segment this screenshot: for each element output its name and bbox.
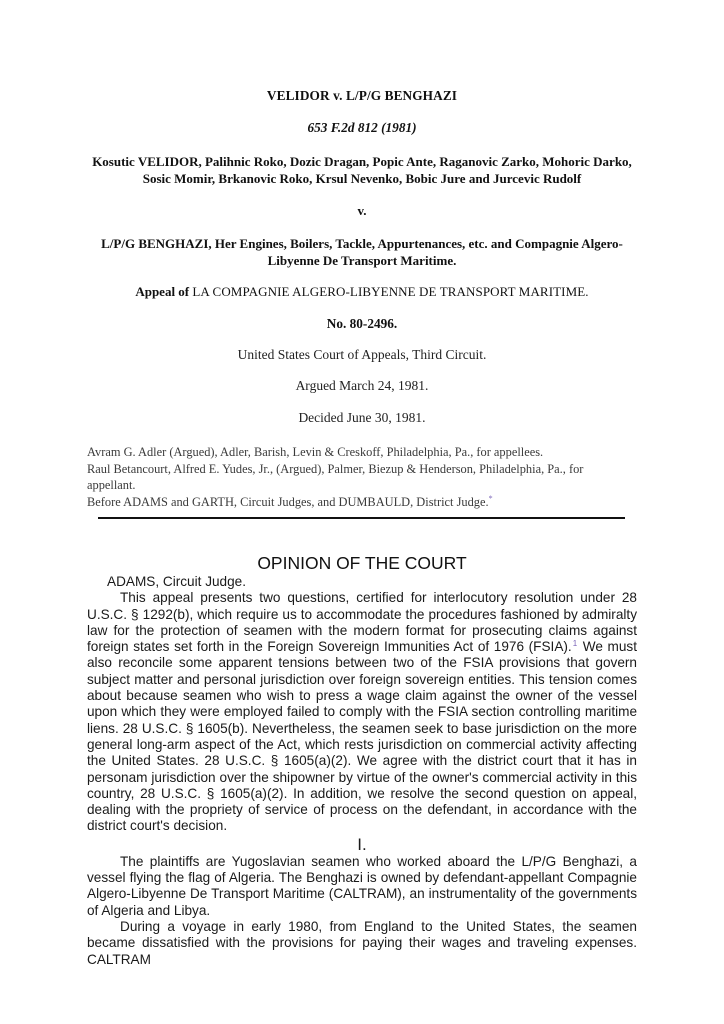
opinion-author: ADAMS, Circuit Judge. [107, 574, 247, 589]
decided-date: Decided June 30, 1981. [298, 410, 426, 425]
panel-line [87, 494, 632, 511]
footnote-1-link[interactable]: 1 [572, 638, 578, 648]
opinion-body [87, 574, 637, 968]
paragraph-text: We must also reconcile some apparent tensions between two of the FSIA provisions that govern subject matter and personal jurisdiction over foreign sovereign entities. This tension comes about because seamen who wish to press a wage claim against the owner of the vessel upon which they were employed failed to comply with the FSIA section controlling maritime liens. 28 U.S.C. § 1605(b). Nevertheless, the seamen seek to base jurisdiction on the more general long-arm aspect of the Act, which rests jurisdiction on commercial activity affecting the United States. 28 U.S.C. § 1605(a)(2). We agree with the district court that it has in personam jurisdiction over the shipowner by virtue of the owner's commercial activity in this country, 28 U.S.C. § 1605(a)(2). In addition, we resolve the second question on appeal, dealing with the propriety of service of process on the defendant, in accordance with the district court's decision. [87, 639, 638, 834]
opinion-paragraph [87, 590, 637, 834]
appeal-line [87, 284, 637, 300]
plaintiffs: Kosutic VELIDOR, Palihnic Roko, Dozic Dragan, Popic Ante, Raganovic Zarko, Mohoric Darko, Sosic Momir, Brkanovic Roko, Krsul Nevenko, Bobic Jure and Jurcevic Rudolf [92, 154, 632, 186]
court-name: United States Court of Appeals, Third Circuit. [237, 347, 487, 362]
argued-date: Argued March 24, 1981. [295, 378, 429, 393]
horizontal-divider [98, 517, 625, 519]
opinion-paragraph: During a voyage in early 1980, from England to the United States, the seamen became dissatisfied with the provisions for paying their wages and traveling expenses. CALTRAM [87, 918, 637, 967]
defendants: L/P/G BENGHAZI, Her Engines, Boilers, Tackle, Appurtenances, etc. and Compagnie Algero-Libyenne De Transport Maritime. [101, 236, 623, 268]
versus: v. [357, 203, 367, 218]
counsel-block [87, 444, 632, 510]
counsel-appellant: Raul Betancourt, Alfred E. Yudes, Jr., (Argued), Palmer, Biezup & Henderson, Philadelphia, Pa., for appellant. [87, 461, 584, 492]
section-number: I. [357, 834, 367, 854]
case-citation: 653 F.2d 812 (1981) [307, 120, 417, 135]
paragraph-text: This appeal presents two questions, certified for interlocutory resolution under 28 U.S.C. § 1292(b), which require us to accommodate the procedures fashioned by admiralty law for the protection of seamen with the modern format for prosecuting claims against foreign states set forth in the Foreign Sovereign Immunities Act of 1976 (FSIA). [87, 590, 637, 655]
appellant-party: LA COMPAGNIE ALGERO-LIBYENNE DE TRANSPORT MARITIME. [192, 284, 589, 299]
panel-text: Before ADAMS and GARTH, Circuit Judges, and DUMBAULD, District Judge. [87, 494, 489, 509]
counsel-appellees: Avram G. Adler (Argued), Adler, Barish, Levin & Creskoff, Philadelphia, Pa., for appellees. [87, 445, 544, 459]
docket-number: No. 80-2496. [326, 316, 398, 331]
panel-footnote-link[interactable]: * [488, 493, 493, 503]
opinion-paragraph: The plaintiffs are Yugoslavian seamen who worked aboard the L/P/G Benghazi, a vessel flying the flag of Algeria. The Benghazi is owned by defendant-appellant Compagnie Algero-Libyenne De Transport Maritime (CALTRAM), an instrumentality of the governments of Algeria and Libya. [87, 853, 637, 918]
case-title: VELIDOR v. L/P/G BENGHAZI [266, 88, 458, 103]
appeal-lead: Appeal of [135, 284, 190, 299]
opinion-heading: OPINION OF THE COURT [257, 553, 467, 573]
